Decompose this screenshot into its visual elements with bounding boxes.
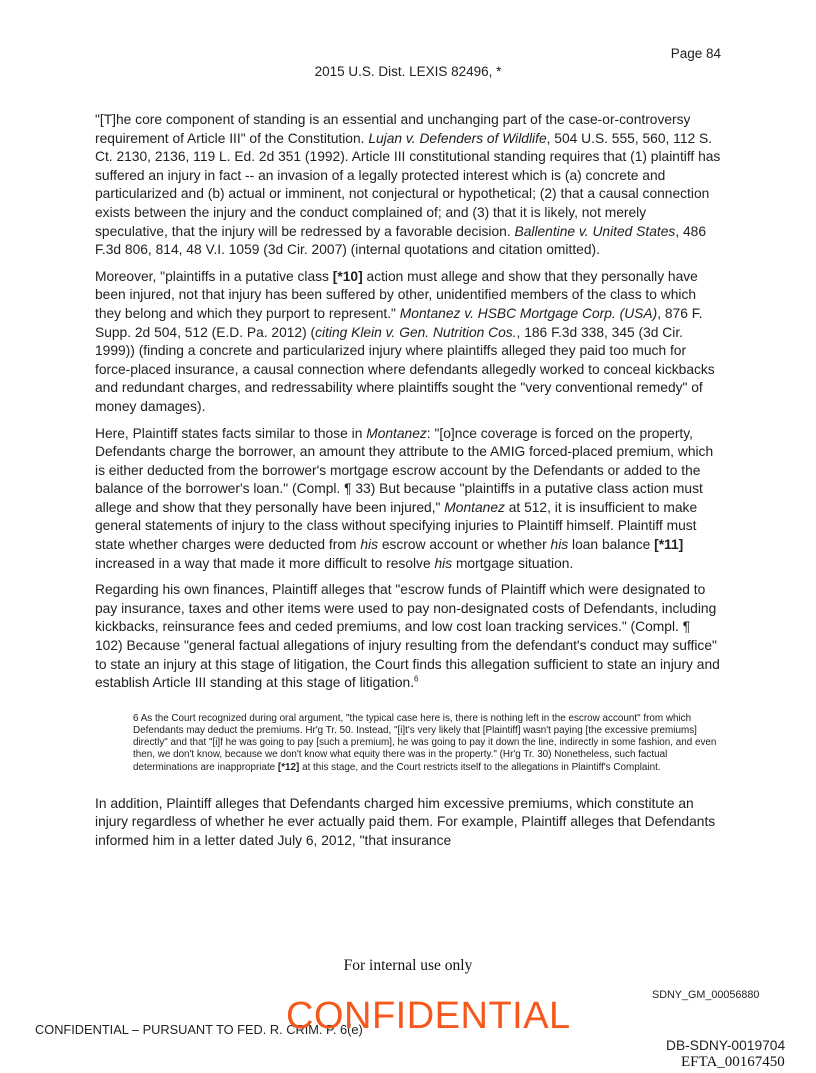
text-segment: , 186 F.3d 338, 345 (3d Cir. 1999)) (finding a concrete and particularized injury where plaintiffs alleged they paid too much for force-placed insurance, a causal connection where defendants allegedly worked to conceal kickbacks and redundant charges, and redressability where plaintiffs sought the "very conventional remedy" of money damages). — [95, 324, 715, 414]
text-segment: his — [434, 555, 453, 571]
text-segment: : "[o]nce coverage is forced on the property, Defendants charge the borrower, an amount they attribute to the AMIG forced-placed premium, which is either deducted from the borrower's mortgage escrow account by the Defendants or added to the balance of the borrower's loan." (Compl. ¶ 33) But because "plaintiffs in a putative class action must allege and show that they personally have been injured," — [95, 425, 714, 515]
confidential-rule-6e-line: CONFIDENTIAL – PURSUANT TO FED. R. CRIM. P. 6(e) — [35, 1022, 363, 1037]
text-segment: mortgage situation. — [452, 555, 574, 571]
text-segment: [*10] — [332, 268, 363, 284]
citation-header: 2015 U.S. Dist. LEXIS 82496, * — [314, 64, 502, 79]
bates-number-efta: EFTA_00167450 — [681, 1054, 785, 1070]
footnote-6 — [133, 713, 721, 774]
bates-number-sdny-gm: SDNY_GM_00056880 — [652, 989, 760, 1001]
text-segment: 6 As the Court recognized during oral argument, "the typical case here is, there is nothing left in the escrow account" from which Defendants may deduct the premiums. Hr'g Tr. 50. Instead, "[i]t's very likely that [Plaintiff] wasn't paying [the excessive premiums] directly" and that "[i]f he was going to pay [such a premium], he was going to pay it down the line, indirectly in some fashion, and even then, we don't know, because we don't know what equity there was in the property." (Hr'g Tr. 30) Nonetheless, such factual determinations are inappropriate — [133, 712, 717, 773]
bates-number-db-sdny: DB-SDNY-0019704 — [666, 1038, 786, 1053]
page-number: Page 84 — [670, 46, 721, 61]
body-paragraph — [95, 268, 721, 417]
body-paragraph — [95, 795, 721, 851]
body-paragraph — [95, 581, 721, 693]
text-segment: [*11] — [654, 537, 684, 553]
text-segment: loan balance — [568, 537, 655, 553]
internal-use-stamp: For internal use only — [343, 957, 473, 974]
text-segment: "[T]he core component of standing is an essential and unchanging part of the case-or-controversy requirement of Article III" of the Constitution. — [95, 112, 691, 146]
text-segment: at 512, it is insufficient to make general statements of injury to the class without specifying injuries to Plaintiff himself. Plaintiff must state whether charges were deducted from — [95, 499, 698, 553]
text-segment: Lujan v. Defenders of Wildlife — [368, 130, 547, 146]
text-segment: increased in a way that made it more difficult to resolve — [95, 555, 435, 571]
text-segment: 6 — [414, 674, 419, 684]
text-segment: , 486 F.3d 806, 814, 48 V.I. 1059 (3d Cir. 2007) (internal quotations and citation omitted). — [95, 223, 706, 258]
text-segment: citing Klein v. Gen. Nutrition Cos. — [315, 324, 517, 340]
text-segment: Regarding his own finances, Plaintiff alleges that "escrow funds of Plaintiff which were designated to pay insurance, taxes and other items were used to pay non-designated costs of Defendants, including kickbacks, reinsurance fees and ceded premiums, and low cost loan tracking services." (Compl. ¶ 102) Because "general factual allegations of injury resulting from the defendant's conduct may suffice" to state an injury at this stage of litigation, the Court finds this allegation sufficient to state an injury and establish Article III standing at this stage of litigation. — [95, 582, 720, 691]
text-segment: action must allege and show that they personally have been injured, not that injury has been suffered by other, unidentified members of the class to which they belong and which they purport to represent." — [95, 268, 698, 321]
text-segment: Montanez — [444, 499, 505, 515]
text-segment: Montanez — [366, 425, 427, 441]
document-body — [95, 111, 721, 859]
text-segment: at this stage, and the Court restricts itself to the allegations in Plaintiff's Complaint. — [299, 761, 661, 773]
text-segment: Montanez v. HSBC Mortgage Corp. (USA) — [399, 305, 658, 321]
text-segment: In addition, Plaintiff alleges that Defendants charged him excessive premiums, which constitute an injury regardless of whether he ever actually paid them. For example, Plaintiff alleges that Defendants informed him in a letter dated July 6, 2012, "that insurance — [95, 795, 716, 849]
text-segment: escrow account or whether — [378, 537, 551, 553]
text-segment: Moreover, "plaintiffs in a putative class — [95, 268, 333, 284]
text-segment: [*12] — [277, 761, 300, 773]
text-segment: Here, Plaintiff states facts similar to those in — [95, 425, 367, 441]
text-segment: Ballentine v. United States — [514, 223, 676, 239]
body-paragraph — [95, 425, 721, 574]
confidential-stamp: CONFIDENTIAL — [286, 995, 571, 1037]
body-paragraph — [95, 111, 721, 260]
text-segment: his — [550, 537, 569, 553]
text-segment: his — [360, 537, 378, 553]
text-segment: , 876 F. Supp. 2d 504, 512 (E.D. Pa. 2012) ( — [95, 305, 703, 340]
text-segment: , 504 U.S. 555, 560, 112 S. Ct. 2130, 2136, 119 L. Ed. 2d 351 (1992). Article III constitutional standing requires that (1) plaintiff has suffered an injury in fact -- an invasion of a legally protected interest which is (a) concrete and particularized and (b) actual or imminent, not conjectural or hypothetical; (2) that a causal connection exists between the injury and the conduct complained of; and (3) that it is likely, not merely speculative, that the injury will be redressed by a favorable decision. — [95, 130, 721, 239]
